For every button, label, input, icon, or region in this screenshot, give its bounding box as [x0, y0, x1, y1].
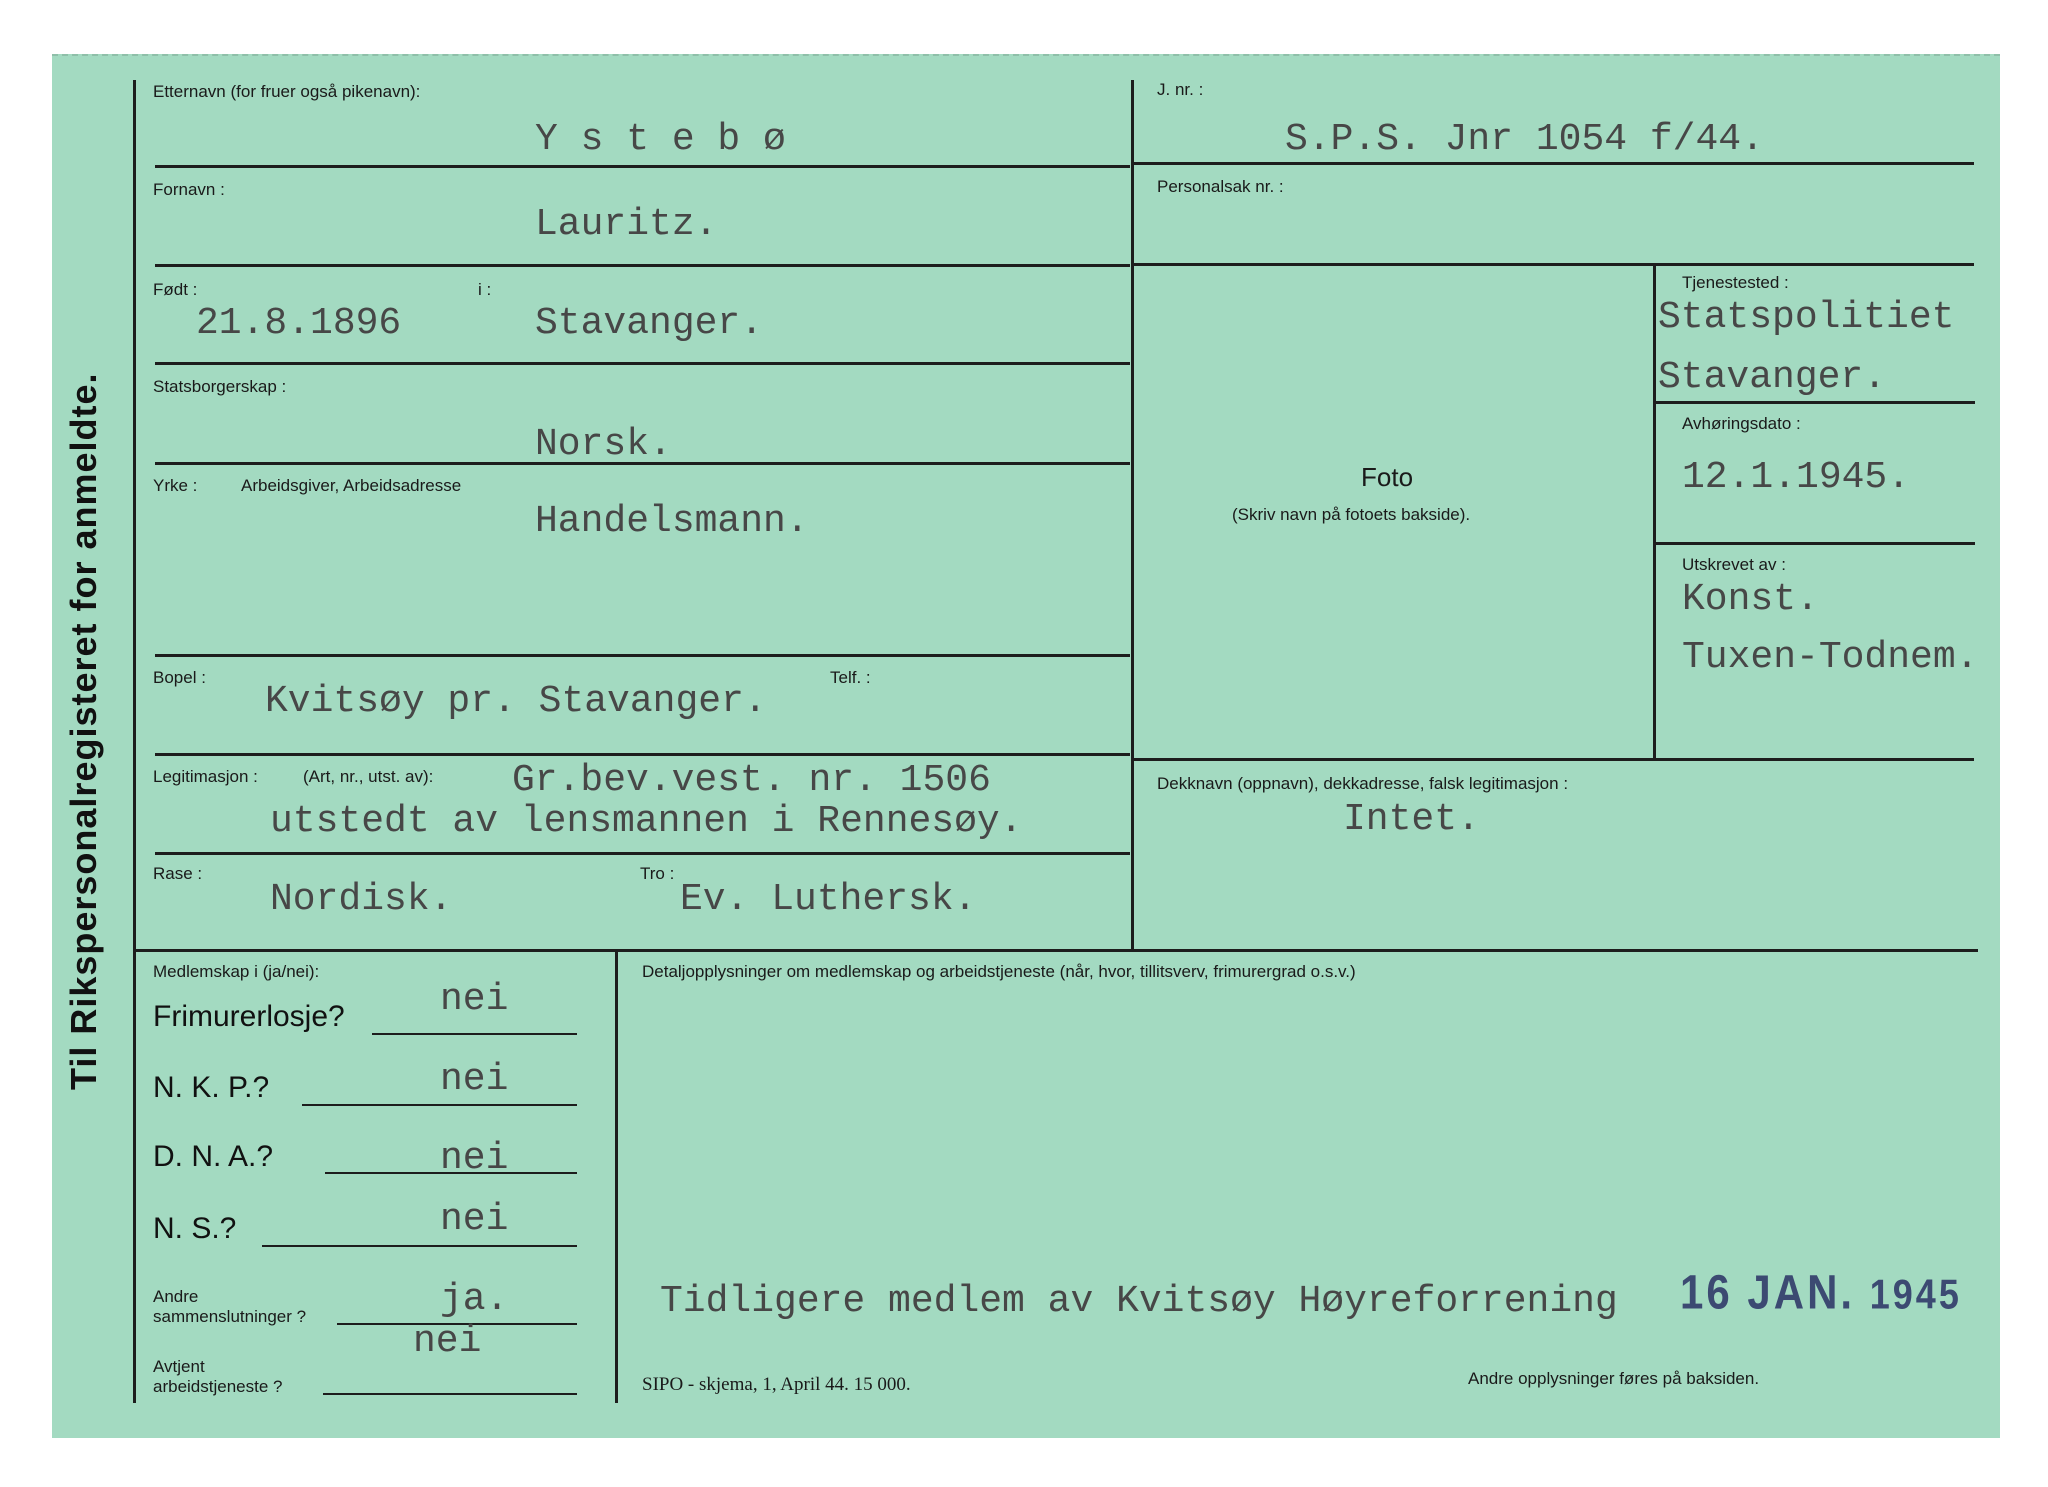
- value-utskrevet-2: Tuxen-Todnem.: [1682, 636, 1979, 679]
- value-tro: Ev. Luthersk.: [680, 878, 977, 921]
- rule-yrke: [155, 654, 1130, 657]
- value-nkp: nei: [440, 1058, 509, 1101]
- center-divider-line: [1131, 80, 1134, 951]
- label-utskrevet: Utskrevet av :: [1682, 555, 1786, 574]
- label-legitimasjon: Legitimasjon :: [153, 767, 258, 786]
- value-frimurer: nei: [440, 978, 509, 1021]
- rule-fodt: [155, 362, 1130, 365]
- membership-heading: Medlemskap i (ja/nei):: [153, 962, 320, 981]
- answer-line-nkp: [302, 1104, 577, 1106]
- value-statsborgerskap: Norsk.: [535, 423, 672, 466]
- side-title: Til Rikspersonalregisteret for anmeldte.: [63, 372, 104, 1090]
- answer-line-frimurer: [372, 1033, 577, 1035]
- value-legitimasjon-2: utstedt av lensmannen i Rennesøy.: [270, 800, 1023, 843]
- label-dekknavn: Dekknavn (oppnavn), dekkadresse, falsk legitimasjon :: [1157, 774, 1569, 793]
- rule-photo-bottom: [1133, 758, 1974, 761]
- value-avtjent: nei: [413, 1320, 482, 1363]
- label-tro: Tro :: [640, 864, 675, 883]
- foto-note: (Skriv navn på fotoets bakside).: [1232, 505, 1471, 524]
- label-frimurer: Frimurerlosje?: [153, 1000, 345, 1033]
- value-utskrevet-1: Konst.: [1682, 578, 1819, 621]
- value-ns: nei: [440, 1198, 509, 1241]
- label-telf: Telf. :: [830, 668, 871, 687]
- label-bopel: Bopel :: [153, 668, 206, 687]
- value-yrke: Handelsmann.: [535, 500, 809, 543]
- label-nkp: N. K. P.?: [153, 1071, 270, 1104]
- right-column-divider: [1653, 266, 1656, 759]
- value-dna: nei: [440, 1137, 509, 1180]
- value-i: Stavanger.: [535, 302, 764, 345]
- rule-jnr: [1133, 162, 1974, 165]
- rule-fornavn: [155, 264, 1130, 267]
- label-i: i :: [478, 280, 492, 299]
- label-andre-2: sammenslutninger ?: [153, 1307, 307, 1326]
- bottom-divider-line: [615, 951, 618, 1403]
- label-rase: Rase :: [153, 864, 203, 883]
- label-dna: D. N. A.?: [153, 1140, 274, 1173]
- sublabel-legitimasjon: (Art, nr., utst. av):: [303, 767, 434, 786]
- label-fodt: Født :: [153, 280, 198, 299]
- answer-line-avtjent: [323, 1393, 577, 1395]
- date-stamp: [1680, 1265, 1962, 1320]
- rule-bopel: [155, 753, 1130, 756]
- value-dekknavn: Intet.: [1343, 798, 1480, 841]
- label-andre-1: Andre: [153, 1287, 199, 1306]
- rule-main-bottom: [133, 949, 1978, 952]
- label-personalsak: Personalsak nr. :: [1157, 177, 1284, 196]
- footer-form-id: SIPO - skjema, 1, April 44. 15 000.: [642, 1374, 911, 1395]
- label-etternavn: Etternavn (for fruer også pikenavn):: [153, 82, 421, 101]
- label-ns: N. S.?: [153, 1212, 237, 1245]
- stamp-year: 1945: [1869, 1270, 1962, 1318]
- value-avhoringsdato: 12.1.1945.: [1682, 456, 1911, 499]
- value-jnr: S.P.S. Jnr 1054 f/44.: [1285, 118, 1764, 161]
- rule-tjenestested: [1655, 401, 1975, 404]
- stamp-date: 16 JAN.: [1680, 1264, 1856, 1319]
- registration-card: [52, 54, 2000, 1438]
- label-jnr: J. nr. :: [1157, 80, 1204, 99]
- label-avtjent-1: Avtjent: [153, 1357, 205, 1376]
- footer-note: Andre opplysninger føres på baksiden.: [1468, 1369, 1760, 1388]
- sublabel-yrke: Arbeidsgiver, Arbeidsadresse: [241, 476, 462, 495]
- label-avhoringsdato: Avhøringsdato :: [1682, 414, 1801, 433]
- label-tjenestested: Tjenestested :: [1682, 273, 1789, 292]
- rule-avhoring: [1655, 542, 1975, 545]
- value-bopel: Kvitsøy pr. Stavanger.: [265, 680, 767, 723]
- answer-line-ns: [262, 1245, 577, 1247]
- value-fodt: 21.8.1896: [196, 302, 402, 345]
- details-heading: Detaljopplysninger om medlemskap og arbeidstjeneste (når, hvor, tillitsverv, frimurergrad o.s.v.): [642, 962, 1356, 981]
- details-text: Tidligere medlem av Kvitsøy Høyreforrening: [660, 1280, 1618, 1323]
- rule-personalsak: [1133, 263, 1974, 266]
- foto-title: Foto: [1361, 462, 1414, 492]
- left-border-line: [133, 80, 136, 1403]
- label-yrke: Yrke :: [153, 476, 198, 495]
- label-statsborgerskap: Statsborgerskap :: [153, 377, 287, 396]
- value-rase: Nordisk.: [270, 878, 453, 921]
- value-legitimasjon-1: Gr.bev.vest. nr. 1506: [512, 759, 991, 802]
- label-fornavn: Fornavn :: [153, 180, 225, 199]
- rule-etternavn: [155, 165, 1130, 168]
- value-andre: ja.: [440, 1278, 509, 1321]
- value-fornavn: Lauritz.: [535, 203, 718, 246]
- label-avtjent-2: arbeidstjeneste ?: [153, 1377, 283, 1396]
- value-tjenestested-1: Statspolitiet: [1658, 296, 1955, 339]
- value-etternavn: Y s t e b ø: [535, 118, 786, 161]
- rule-legitimasjon: [155, 852, 1130, 855]
- value-tjenestested-2: Stavanger.: [1658, 356, 1887, 399]
